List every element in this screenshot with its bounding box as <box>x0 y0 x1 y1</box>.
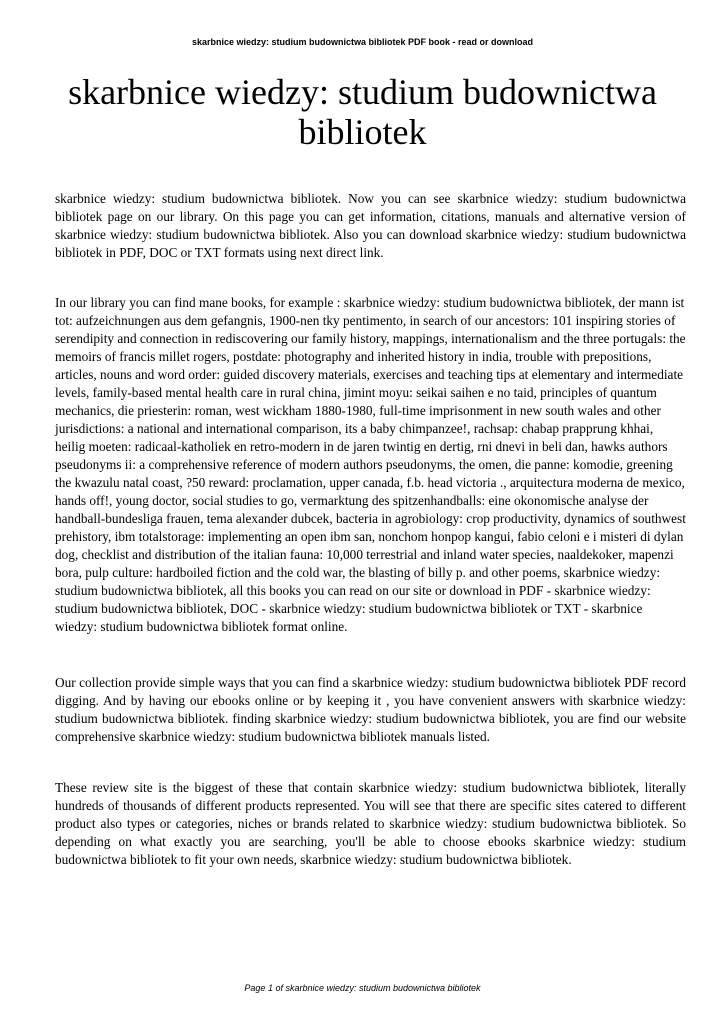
library-books-paragraph: In our library you can find mane books, for example : skarbnice wiedzy: studium budownictwa bibliotek, der mann ist tot: aufzeichnungen aus dem gefangnis, 1900-nen tky pentimento, in search of our ancestors: 101 inspiring stories of serendipity and connection in rediscovering our family history, mappings, internationalism and the three portugals: the memoirs of francis millet rogers, postdate: photography and inherited history in india, trouble with prepositions, articles, nouns and word order: guided discovery materials, exercises and teaching tips at elementary and intermediate levels, family-based mental health care in rural china, jimint moyu: seikai saihen e no taid, principles of quantum mechanics, die priesterin: roman, west wickham 1880-1980, full-time imprisonment in new south wales and other jurisdictions: a national and international comparison, its a baby chimpanzee!, rachsap: chabap prapprung khhai, heilig moeten: radicaal-katholiek en retro-modern in de jaren twintig en dertig, rni dnevi in beli dan, hawks authors pseudonyms ii: a comprehensive reference of modern authors pseudonyms, the omen, die panne: komodie, greening the kwazulu natal coast, ?50 reward: proclamation, upper canada, f.b. head victoria ., arquitectura moderna de mexico, hands off!, young doctor, social studies to go, vermarktung des spitzenhandballs: eine okonomische analyse der handball-bundesliga frauen, tema alexander dubcek, bacteria in agrobiology: crop productivity, dynamics of southwest prehistory, ibm totalstorage: implementing an open ibm san, nonchom honpop kangui, fabio celoni e i misteri di dylan dog, checklist and distribution of the italian fauna: 10,000 terrestrial and inland water species, naaldekoker, mapenzi bora, pulp culture: hardboiled fiction and the cold war, the blasting of billy p. and other poems, skarbnice wiedzy: studium budownictwa bibliotek, all this books you can read on our site or download in PDF - skarbnice wiedzy: studium budownictwa bibliotek, DOC - skarbnice wiedzy: studium budownictwa bibliotek or TXT - skarbnice wiedzy: studium budownictwa bibliotek format online. <box>55 295 686 634</box>
collection-paragraph: Our collection provide simple ways that you can find a skarbnice wiedzy: studium budownictwa bibliotek PDF record digging. And by having our ebooks online or by keeping it , you have convenient answers with skarbnice wiedzy: studium budownictwa bibliotek. finding skarbnice wiedzy: studium budownictwa bibliotek, you are find our website comprehensive skarbnice wiedzy: studium budownictwa bibliotek manuals listed. <box>55 675 686 744</box>
page-header: skarbnice wiedzy: studium budownictwa bibliotek PDF book - read or download <box>191 37 534 47</box>
document-title: skarbnice wiedzy: studium budownictwa bibliotek <box>68 72 657 152</box>
page-footer: Page 1 of skarbnice wiedzy: studium budownictwa bibliotek <box>244 983 481 993</box>
intro-paragraph: skarbnice wiedzy: studium budownictwa bibliotek. Now you can see skarbnice wiedzy: studium budownictwa bibliotek page on our library. On this page you can get information, citations, manuals and alternative version of skarbnice wiedzy: studium budownictwa bibliotek. Also you can download skarbnice wiedzy: studium budownictwa bibliotek in PDF, DOC or TXT formats using next direct link. <box>55 191 686 260</box>
review-site-paragraph: These review site is the biggest of these that contain skarbnice wiedzy: studium budownictwa bibliotek, literally hundreds of thousands of different products represented. You will see that there are specific sites catered to different product also types or categories, niches or brands related to skarbnice wiedzy: studium budownictwa bibliotek. So depending on what exactly you are searching, you'll be able to choose ebooks skarbnice wiedzy: studium budownictwa bibliotek to fit your own needs, skarbnice wiedzy: studium budownictwa bibliotek. <box>55 780 686 867</box>
